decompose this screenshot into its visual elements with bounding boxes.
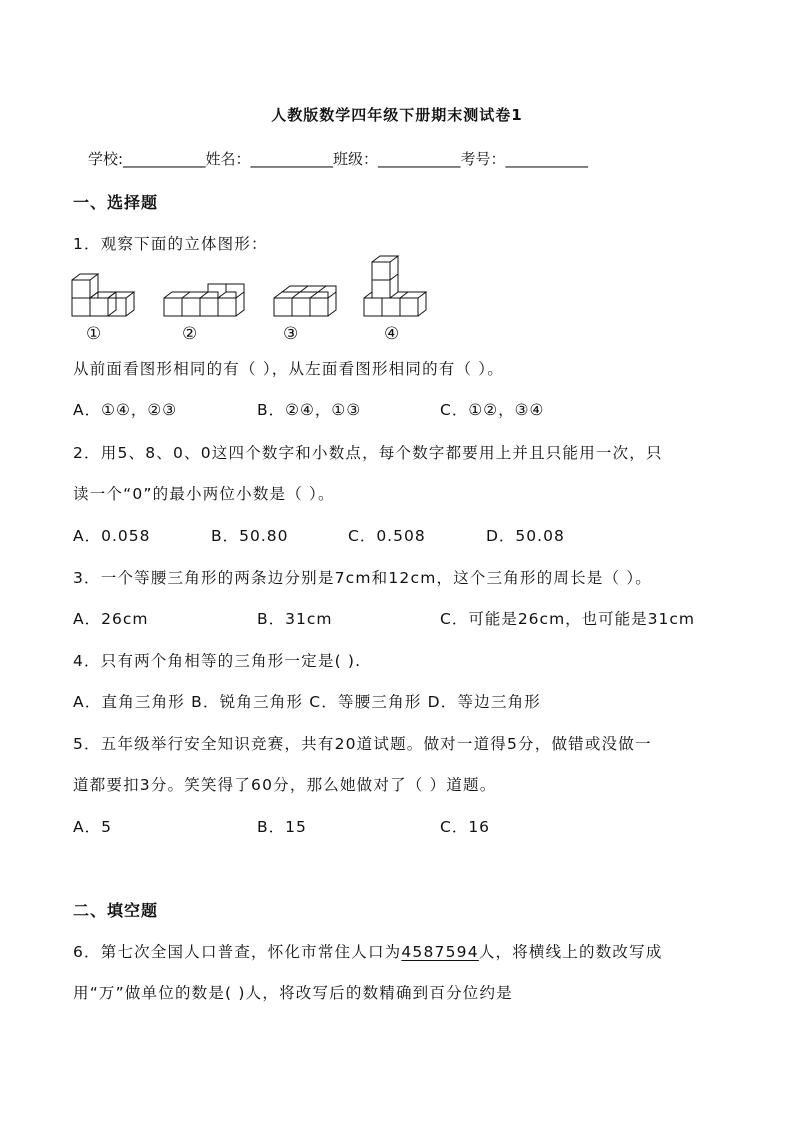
q6-line1-pre: 6．第七次全国人口普查，怀化市常住人口为 <box>73 943 402 961</box>
q1-option-a: A．①④，②③ <box>73 401 178 419</box>
section-choice-heading: 一、选择题 <box>73 193 159 212</box>
figure-2 <box>164 284 244 316</box>
q1-figures <box>60 238 460 348</box>
figure-1 <box>72 274 134 316</box>
q6-line1 <box>73 940 663 962</box>
q5-option-c: C．16 <box>440 818 491 836</box>
q2-option-d: D．50.08 <box>486 527 565 545</box>
q1-question: 从前面看图形相同的有（ ），从左面看图形相同的有（ ）。 <box>73 360 504 378</box>
q4-stem: 4．只有两个角相等的三角形一定是( ). <box>73 652 362 670</box>
q1-stem: 1．观察下面的立体图形： <box>73 235 268 253</box>
q5-option-a: A．5 <box>73 818 112 836</box>
q3-option-b: B．31cm <box>257 610 333 628</box>
q2-option-c: C．0.508 <box>348 527 426 545</box>
q6-line2: 用“万”做单位的数是( )人，将改写后的数精确到百分位约是 <box>73 984 513 1002</box>
q3-stem: 3．一个等腰三角形的两条边分别是7cm和12cm，这个三角形的周长是（ ）。 <box>73 569 652 587</box>
figure-4-label: ④ <box>384 324 400 344</box>
q5-option-b: B．15 <box>257 818 307 836</box>
q2-line1: 2．用5、8、0、0这四个数字和小数点，每个数字都要用上并且只能用一次，只 <box>73 444 663 462</box>
q4-options: A．直角三角形 B．锐角三角形 C．等腰三角形 D．等边三角形 <box>73 693 541 711</box>
figure-2-label: ② <box>182 324 198 344</box>
q3-option-c: C．可能是26cm，也可能是31cm <box>440 610 696 628</box>
q5-line2: 道都要扣3分。笑笑得了60分，那么她做对了（ ）道题。 <box>73 776 497 794</box>
q2-line2: 读一个“0”的最小两位小数是（ ）。 <box>73 485 335 503</box>
q5-line1: 5．五年级举行安全知识竞赛，共有20道试题。做对一道得5分，做错或没做一 <box>73 735 652 753</box>
q6-population-number: 4587594 <box>401 943 479 961</box>
student-info-line: 学校:___________姓名：___________班级：___________考号：___________ <box>88 150 589 168</box>
page-title: 人教版数学四年级下册期末测试卷1 <box>271 106 523 124</box>
figure-3-label: ③ <box>283 324 299 344</box>
figure-4 <box>364 256 426 316</box>
q3-option-a: A．26cm <box>73 610 149 628</box>
q1-option-c: C．①②，③④ <box>440 401 545 419</box>
figure-1-label: ① <box>86 324 102 344</box>
figure-3 <box>274 286 336 316</box>
solid-figures-drawing <box>60 238 460 328</box>
q6-line1-post: 人，将横线上的数改写成 <box>478 943 663 961</box>
q1-option-b: B．②④，①③ <box>257 401 362 419</box>
q2-option-a: A．0.058 <box>73 527 151 545</box>
q2-option-b: B．50.80 <box>211 527 289 545</box>
section-fill-heading: 二、填空题 <box>73 901 159 920</box>
